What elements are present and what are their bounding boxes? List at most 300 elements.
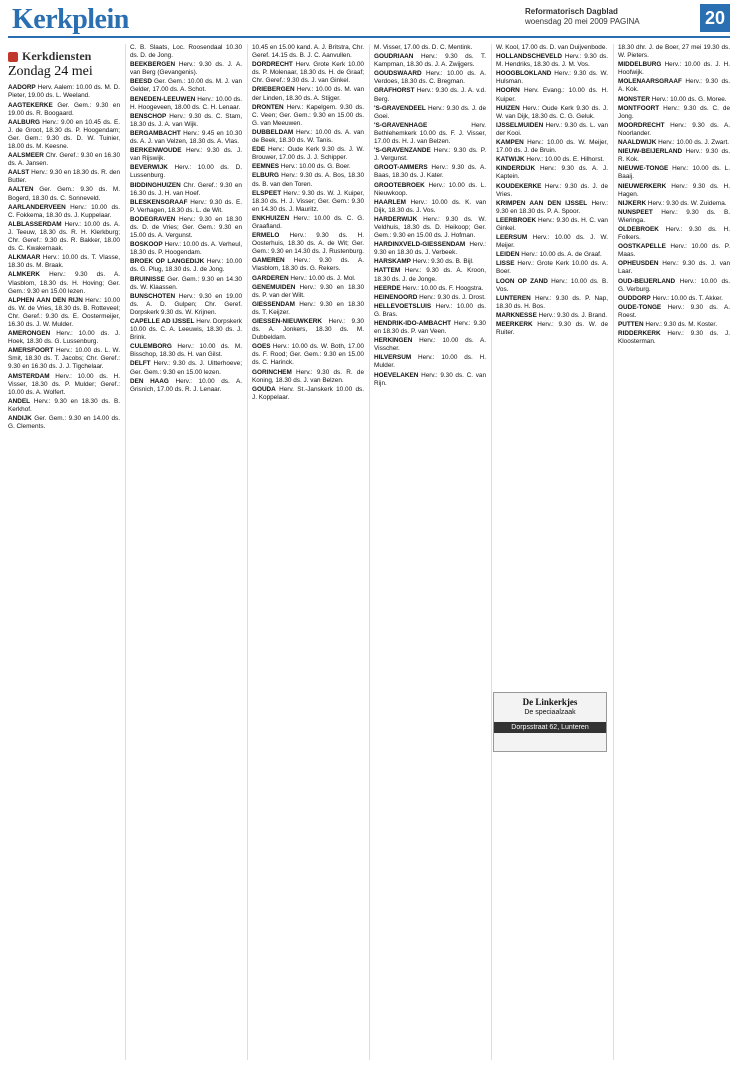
place-name: BERKENWOUDE	[130, 147, 182, 155]
service-times: Herv.: 9.30 en 18.30 ds. T. Keijzer.	[252, 300, 364, 316]
service-listing	[252, 163, 364, 171]
service-listing	[130, 360, 242, 376]
service-times: Herv.: 9.30 ds. J. Kloosterman.	[618, 330, 730, 346]
service-times: Herv.: 10.00 ds. A. Grisnich, 17.00 ds. R. J. Lenaar.	[130, 377, 242, 393]
service-listing	[252, 318, 364, 342]
service-listing	[8, 415, 120, 431]
place-name: HOEVELAKEN	[374, 371, 419, 379]
section-heading	[8, 49, 120, 63]
place-name: AAGTEKERKE	[8, 101, 53, 109]
service-listing	[374, 182, 486, 198]
service-times: Herv.: 9.30 ds. P. J. Vergunst.	[374, 147, 486, 163]
service-times: Herv.: 10.00 ds. W. Both, 17.00 ds. F. Rood; Ger. Gem.: 9.30 en 15.00 ds. C. Harinck.	[252, 343, 364, 367]
place-name: HOOGBLOKLAND	[496, 70, 552, 78]
service-listing	[252, 129, 364, 145]
newspaper-name: Reformatorisch Dagblad	[525, 7, 618, 16]
service-times: Herv.: 9.30 en 18.30 ds. R. den Butter.	[8, 169, 120, 185]
service-times: Herv. Dorpskerk 10.00 ds. C. A. Leeuwis, 18.30 ds. J. Brink.	[130, 318, 242, 342]
service-times: Herv.: 9.30 ds. C. van Rijn.	[374, 371, 486, 387]
place-name: NIEUWERKERK	[618, 182, 667, 190]
service-listing	[8, 297, 120, 329]
service-times: Herv.: Oude Kerk 9.30 ds. J. W. van Dijk, 18.30 ds. C. G. Geluk.	[496, 104, 608, 120]
service-times: Herv.: 9.30 ds. M. Koster.	[645, 321, 717, 328]
service-listing	[496, 312, 608, 320]
service-times: Herv.: 9.30 ds. L. van der Kooi.	[496, 121, 608, 137]
service-times: Herv.: 9.30 ds. A. Vlasblom, 18.30 ds. H. Hoving; Ger. Gem.: 9.30 en 15.00 lezen.	[8, 271, 120, 295]
service-listing	[496, 200, 608, 216]
service-times: Ger. Gem.: 9.30 en 14.00 ds. G. Clements.	[8, 415, 120, 431]
service-listing	[496, 53, 608, 69]
service-listing	[374, 337, 486, 353]
place-name: AMERSFOORT	[8, 347, 54, 355]
place-name: DEN HAAG	[130, 377, 169, 385]
service-listing	[496, 321, 608, 337]
place-name: LISSE	[496, 260, 515, 268]
service-times: Herv.: 10.00 ds. T. Akker.	[652, 294, 723, 302]
service-times: Herv.: 10.00 ds. G. Bras.	[374, 302, 486, 318]
place-name: AMSTERDAM	[8, 372, 50, 380]
place-name: IJSSELMUIDEN	[496, 121, 544, 129]
service-listing	[252, 257, 364, 273]
service-listing	[8, 398, 120, 414]
section-date: Zondag 24 mei	[8, 64, 93, 80]
service-times: Herv.: 10.00 ds. G. Verburg.	[618, 277, 730, 293]
service-listing	[130, 293, 242, 317]
place-name: BODEGRAVEN	[130, 215, 176, 223]
place-name: GROOT-AMMERS	[374, 164, 428, 172]
place-name: AARLANDERVEEN	[8, 203, 66, 211]
service-listing	[374, 122, 486, 146]
service-times: Herv.: Grote Kerk 10.00 ds. A. Boer.	[496, 260, 608, 276]
service-listing	[374, 87, 486, 103]
place-name: AALTEN	[8, 186, 34, 194]
service-times: Herv.: 9.30 ds. W. Zuidema.	[647, 199, 727, 207]
service-times: Herv.: 9.30 ds. R. de Koning, 18.30 ds. J. van Belzen.	[252, 368, 364, 384]
service-listing	[8, 221, 120, 253]
place-name: BEVERWIJK	[130, 164, 168, 172]
service-times: Herv.: 9.30 ds. A. Kok.	[618, 78, 730, 94]
service-listing	[618, 200, 730, 208]
service-times: Ger. Gem.: 9.30 en 19.00 ds. R. Boogaard.	[8, 101, 120, 117]
place-name: GARDEREN	[252, 274, 289, 282]
service-listing	[8, 119, 120, 151]
listings-area	[8, 44, 730, 1060]
service-times: Herv.: 9.30 ds. J. van Laar.	[618, 260, 730, 276]
service-times: Herv.: 10.00 ds. A. J. Teeuw, 18.30 ds. R. H. Klerkburg; Chr. Geref.: 9.30 ds. R. Bakker, 18.00 ds. C. Kwakernaak.	[8, 220, 120, 253]
service-times: Herv. Evang.: 10.00 ds. H. Kuiper.	[496, 87, 608, 103]
service-listing	[252, 215, 364, 231]
service-listing	[374, 241, 486, 257]
service-times: Herv.: 9.30 ds. B. Wieringa.	[618, 208, 730, 224]
service-times: 10.45 en 15.00 kand. A. J. Britstra, Chr. Geref. 14.15 ds. B. J. C. Aanvullen.	[252, 44, 364, 60]
service-listing	[374, 199, 486, 215]
service-listing	[130, 164, 242, 180]
place-name: HAARLEM	[374, 198, 406, 206]
column-divider	[125, 44, 126, 1060]
place-name: ELSPEET	[252, 189, 282, 197]
place-name: OUD-BEIJERLAND	[618, 277, 676, 285]
place-name: MONSTER	[618, 95, 650, 103]
place-name: GOUDA	[252, 385, 276, 393]
service-listing	[130, 130, 242, 146]
listing-column-3	[252, 44, 364, 1060]
service-times: Herv.: Kapelgem. 9.30 ds. C. Veen; Ger. Gem.: 9.30 en 15.00 ds. G. van Meeuwen.	[252, 103, 364, 127]
service-times: Herv.: 10.00 ds. A. Visscher.	[374, 337, 486, 353]
place-name: GOES	[252, 343, 271, 351]
service-listing	[130, 199, 242, 215]
service-listing	[496, 217, 608, 233]
service-listing	[8, 102, 120, 118]
service-listing	[618, 96, 730, 104]
service-listing	[496, 156, 608, 164]
listing-column-2	[130, 44, 242, 1060]
service-listing	[374, 70, 486, 86]
service-times: Herv.: 9.30 ds. J. Uitterhoeve; Ger. Gem.: 9.30 en 15.00 lezen.	[130, 360, 242, 376]
place-name: MONTFOORT	[618, 104, 660, 112]
service-times: Herv.: 10.00 ds. M. Bisschop, 18.30 ds. H. van Gilst.	[130, 343, 242, 359]
service-times: Chr. Geref.: 9.30 en 16.30 ds. J. H. van Hoef.	[130, 181, 242, 197]
service-times: Herv.: 9.30 ds. T. Kampman, 18.30 ds. J. A. Zwijgers.	[374, 53, 486, 69]
place-name: GAMEREN	[252, 257, 285, 265]
service-times: Herv.: 10.00 ds. D. Lussenburg.	[130, 164, 242, 180]
service-times: Herv.: 9.30 ds. A. Kroon, 18.30 ds. J. de Jonge.	[374, 267, 486, 283]
service-times: Herv.: 9.30 ds. M. Hendriks, 18.30 ds. J. M. Vos.	[496, 53, 608, 69]
place-name: MARKNESSE	[496, 311, 537, 319]
service-listing	[130, 276, 242, 292]
place-name: OUDE-TONGE	[618, 303, 662, 311]
service-listing	[130, 44, 242, 60]
service-times: Herv.: 9.30 ds. C. de Jong.	[618, 104, 730, 120]
service-times: Herv.: 10.00 ds. J. Zwart.	[658, 139, 730, 147]
place-name: GRAFHORST	[374, 87, 415, 95]
place-name: GIESSENDAM	[252, 300, 295, 308]
service-times: Herv.: 10.00 ds. C. Fokkema, 18.30 ds. J. Kuppelaar.	[8, 203, 120, 219]
service-times: Herv. Grote Kerk 10.00 ds. P. Molenaar, 18.30 ds. H. de Graaf; Chr. Geref.: 9.30 ds. J. van Ginkel.	[252, 61, 364, 85]
service-times: Herv.: 9.30 ds. B. Bijl.	[412, 258, 474, 266]
service-times: Herv.: 9.30 ds. P. Nap, 18.30 ds. H. Bos.	[496, 294, 608, 310]
ad-address: Dorpsstraat 62, Lunteren	[494, 722, 606, 733]
service-times: Herv.: 10.00 ds. M. van der Linden, 18.30 ds. A. Stijger.	[252, 86, 364, 102]
place-name: GIESSEN-NIEUWKERK	[252, 318, 322, 325]
service-times: Herv.: 9.30 ds. C. Stam, 18.30 ds. J. A. van Wijk.	[130, 112, 242, 128]
service-listing	[618, 122, 730, 138]
place-name: MOLENAARSGRAAF	[618, 78, 682, 86]
place-name: ALBLASSERDAM	[8, 220, 62, 228]
service-listing	[618, 148, 730, 164]
place-name: OUDDORP	[618, 294, 651, 302]
service-times: Herv.: 9.30 ds. J. A. v.d. Berg.	[374, 87, 486, 103]
place-name: HEERDE	[374, 284, 401, 292]
service-listing	[374, 44, 486, 52]
service-listing	[496, 70, 608, 86]
place-name: ALMKERK	[8, 271, 40, 279]
place-name: LUNTEREN	[496, 294, 531, 302]
service-listing	[496, 139, 608, 155]
place-name: LEERSUM	[496, 234, 528, 242]
service-listing	[618, 321, 730, 329]
service-times: Herv.: 10.00 ds. L. W. Smit, 18.30 ds. T. Jacobs; Chr. Geref.: 9.30 en 16.30 ds. J. J. Tigchelaar.	[8, 347, 120, 371]
place-name: BIDDINGHUIZEN	[130, 181, 181, 189]
place-name: LEIDEN	[496, 251, 520, 259]
place-name: BUNSCHOTEN	[130, 292, 176, 300]
service-times: Ger. Gem.: 10.00 ds. M. J. van Gelder, 17.00 ds. A. Schot.	[130, 78, 242, 94]
service-listing	[618, 44, 730, 60]
service-listing	[8, 330, 120, 346]
place-name: HARDERWIJK	[374, 215, 418, 223]
service-times: Herv.: 10.00 ds. P. Maas.	[618, 243, 730, 259]
place-name: BEEKBERGEN	[130, 61, 176, 69]
service-times: Herv.: 9.45 en 10.30 ds. A. J. van Velzen, 18.30 ds. A. Vlas.	[130, 129, 242, 146]
service-times: Herv.: 10.00 ds. L. Nieuwkoop.	[374, 181, 486, 197]
place-name: BOSKOOP	[130, 241, 163, 249]
service-times: Herv.: 9.30 ds. H. C. van Ginkel.	[496, 216, 608, 232]
place-name: ELBURG	[252, 172, 279, 180]
place-name: NIEUW-BEIJERLAND	[618, 148, 683, 156]
service-times: Herv.: 10.00 ds. G. Boer.	[280, 163, 351, 171]
service-times: Ger. Gem.: 9.30 en 14.30 ds. W. Klaassen.	[130, 275, 242, 291]
service-times: Herv.: 9.30 ds. H. Oosterhuis, 18.30 ds. A. de Wit; Ger. Gem.: 9.30 en 14.30 ds. J. Rustenburg.	[252, 232, 364, 256]
service-listing	[252, 301, 364, 317]
service-listing	[496, 122, 608, 138]
service-listing	[618, 209, 730, 225]
service-listing	[252, 190, 364, 214]
place-name: HELLEVOETSLUIS	[374, 302, 432, 310]
service-listing	[374, 258, 486, 266]
column-divider	[247, 44, 248, 1060]
service-listing	[130, 61, 242, 77]
service-times: Herv.: 9.30 ds. H. Hagen.	[618, 182, 730, 198]
service-listing	[8, 169, 120, 185]
service-times: Herv.: 9.30 ds. A. J. Kaptein.	[496, 165, 608, 181]
service-listing	[374, 354, 486, 370]
place-name: ERMELO	[252, 232, 280, 240]
service-times: Herv.: 9.30 en 18.30 ds. P. van der Wilt.	[252, 283, 364, 299]
service-times: Herv.: 10.00 ds. H. Mulder.	[374, 354, 486, 370]
place-name: ALKMAAR	[8, 254, 41, 262]
service-times: Herv.: 9.30 ds. A. Jonkers, 18.30 ds. M. Dubbeldam.	[252, 318, 364, 342]
service-listing	[130, 96, 242, 112]
place-name: AALBURG	[8, 118, 40, 126]
place-name: GORINCHEM	[252, 368, 292, 376]
column-divider	[613, 44, 614, 1060]
place-name: CAPELLE AD IJSSEL	[130, 318, 195, 325]
listing-column-1	[8, 44, 120, 1060]
column-divider	[491, 44, 492, 1060]
place-name: 'S-GRAVENZANDE	[374, 147, 431, 155]
service-times: Herv.: 10.00 ds. A. Verheul, 18.30 ds. P. Hoogendam.	[130, 241, 242, 257]
page-number: 20	[700, 4, 730, 32]
service-times: Herv.: 10.00 ds. W. de Vries, 18.30 ds. B. Rotteveel; Chr. Geref.: 9.30 ds. E. Oostermeijer, 16.30 ds. J. W. Mulder.	[8, 296, 120, 328]
service-listing	[374, 164, 486, 180]
service-listing	[252, 104, 364, 128]
service-times: Herv.: 10.00 ds. F. Hoogstra.	[402, 284, 484, 292]
place-name: KATWIJK	[496, 156, 525, 164]
service-listing	[8, 347, 120, 371]
header-rule	[8, 36, 730, 38]
service-listing	[496, 278, 608, 294]
service-times: Herv.: 9.30 en 18.30 ds. J. Verbeek.	[374, 241, 486, 257]
place-name: NUNSPEET	[618, 208, 653, 216]
place-name: RIDDERKERK	[618, 330, 661, 338]
advertisement	[493, 692, 607, 752]
service-times: C. B. Slaats, Loc. Roosendaal 10.30 ds. D. de Jong.	[130, 44, 242, 60]
service-times: Herv.: 10.00 ds. C. G. Graafland.	[252, 214, 364, 230]
column-divider	[369, 44, 370, 1060]
place-name: BEESD	[130, 78, 153, 86]
service-times: Herv.: 10.00 ds. A. van de Beek, 18.30 ds. W. Tanis.	[252, 128, 364, 145]
service-times: Herv.: 10.00 ds. A. Verdoes, 18.30 ds. C. Bregman.	[374, 70, 486, 86]
service-times: Herv.: 10.00 ds. E. Hilhorst.	[526, 156, 605, 164]
service-times: Herv.: 9.30 ds. A. Roest.	[618, 303, 730, 319]
service-times: Herv.: Oude Kerk 9.30 ds. J. W. Brouwer, 17.00 ds. J. J. Schipper.	[252, 146, 364, 162]
service-times: Herv.: 10.00 ds. H. Visser, 18.30 ds. P. Mulder; Geref.: 10.00 ds. A. Wolfert.	[8, 372, 120, 396]
service-times: Herv.: 9.00 en 10.45 ds. E. J. de Groot, 18.30 ds. P. Hoogendam; Ger. Gem.: 9.30 ds. D. W. Tuinier, 18.00 ds. M. Keesne.	[8, 118, 120, 150]
place-name: BLESKENSGRAAF	[130, 198, 188, 206]
service-listing	[496, 260, 608, 276]
service-listing	[618, 165, 730, 181]
service-listing	[252, 275, 364, 283]
place-name: NIEUWE-TONGE	[618, 165, 669, 173]
place-name: HATTEM	[374, 267, 401, 275]
service-times: Herv.: 9.30 ds. W. Hulsman.	[496, 70, 608, 86]
service-times: Herv.: 9.30 ds. E. P. Verhagen, 18.30 ds. L. de Wit.	[130, 198, 242, 214]
place-name: 'S-GRAVENHAGE	[374, 121, 428, 129]
service-listing	[252, 284, 364, 300]
place-name: ENKHUIZEN	[252, 214, 290, 222]
service-listing	[374, 294, 486, 302]
service-listing	[374, 53, 486, 69]
service-times: Herv.: 9.30 ds. H. Folkers.	[618, 225, 730, 242]
place-name: GROOTEBROEK	[374, 181, 425, 189]
service-listing	[618, 295, 730, 303]
place-name: GOUDSWAARD	[374, 70, 422, 78]
service-times: Herv.: 9.30 ds. A. Vlasblom, 18.30 ds. G. Rekers.	[252, 257, 364, 273]
service-listing	[496, 44, 608, 52]
service-times: Herv.: 9.30 en 18.30 ds. D. de Vries; Ger. Gem.: 9.30 en 15.00 ds. A. Vergunst.	[130, 215, 242, 240]
place-name: DRIEBERGEN	[252, 86, 295, 94]
service-times: Herv.: 9.30 ds. A. Noorlander.	[618, 121, 730, 137]
place-name: ANDEL	[8, 397, 31, 405]
service-listing	[252, 343, 364, 367]
service-listing	[374, 372, 486, 388]
service-times: Herv.: 9.30 ds. W. Veldhuis, 18.30 ds. D. Heikoop; Ger. Gem.: 9.30 en 15.00 ds. J. Hofman.	[374, 215, 486, 240]
service-times: Herv.: 9.30 en 18.30 ds. B. Kerkhof.	[8, 397, 120, 413]
service-times: Herv.: 9.30 ds. J. de Vries.	[496, 182, 608, 198]
service-listing	[374, 320, 486, 336]
place-name: HARSKAMP	[374, 258, 411, 266]
service-times: Herv.: 9.30 ds. A. Baas, 18.30 ds. J. Kater.	[374, 164, 486, 180]
place-name: AALST	[8, 169, 30, 177]
service-listing	[252, 232, 364, 256]
service-listing	[130, 113, 242, 129]
service-listing	[374, 216, 486, 240]
service-listing	[618, 226, 730, 242]
service-listing	[130, 258, 242, 274]
service-times: W. Kool, 17.00 ds. D. van Duijvenbode.	[496, 44, 608, 51]
place-name: KRIMPEN AAN DEN IJSSEL	[496, 199, 588, 207]
place-name: DUBBELDAM	[252, 128, 294, 136]
service-listing	[130, 343, 242, 359]
service-times: Herv.: 10.00 ds. J. Mol.	[290, 274, 356, 282]
church-icon	[8, 52, 18, 62]
place-name: OLDEBROEK	[618, 225, 659, 233]
service-listing	[618, 61, 730, 77]
place-name: HILVERSUM	[374, 354, 412, 362]
service-times: Herv.: 10.00 ds. J. W. Meijer.	[496, 234, 608, 250]
place-name: AALSMEER	[8, 152, 44, 160]
place-name: HUIZEN	[496, 104, 520, 112]
service-times: Herv.: 9.30 en 18.30 ds. P. A. Spoor.	[496, 199, 608, 215]
service-listing	[8, 254, 120, 270]
service-times: Herv.: 9.30 ds. A. Bos, 18.30 ds. B. van den Toren.	[252, 172, 364, 188]
service-listing	[252, 386, 364, 402]
service-times: Herv. Bethlehemkerk 10.00 ds. F. J. Visser, 17.00 ds. H. J. van Belzen.	[374, 121, 486, 146]
service-listing	[252, 86, 364, 102]
service-listing	[8, 186, 120, 202]
service-times: Herv.: 10.00 ds. G. Moree.	[651, 95, 727, 103]
service-listing	[618, 78, 730, 94]
service-listing	[496, 183, 608, 199]
service-times: Herv.: 10.00 ds. L. Baaij.	[618, 165, 730, 181]
service-times: Herv.: 10.00 ds. A. de Graaf.	[521, 251, 602, 259]
place-name: HOLLANDSCHEVELD	[496, 53, 563, 61]
service-times: Herv.: 9.30 ds. J. de Goei.	[374, 104, 486, 120]
place-name: DELFT	[130, 360, 151, 368]
place-name: BENSCHOP	[130, 112, 167, 120]
service-times: Herv.: 10.00 ds. J. H. Hoofwijk.	[618, 61, 730, 77]
place-name: HEINENOORD	[374, 293, 418, 301]
place-name: KOUDEKERKE	[496, 182, 542, 190]
service-listing	[496, 87, 608, 103]
service-listing	[618, 330, 730, 346]
service-listing	[130, 318, 242, 342]
page-title: Kerkplein	[12, 4, 129, 35]
place-name: BENEDEN-LEEUWEN	[130, 95, 196, 103]
place-name: AADORP	[8, 84, 36, 92]
place-name: MIDDELBURG	[618, 61, 662, 69]
service-listing	[374, 285, 486, 293]
place-name: HARDINXVELD-GIESSENDAM	[374, 241, 466, 249]
service-listing	[130, 241, 242, 257]
service-listing	[130, 78, 242, 94]
service-listing	[618, 278, 730, 294]
service-times: Ger. Gem.: 9.30 ds. M. Bogerd, 18.30 ds. C. Sonneveld.	[8, 186, 120, 202]
service-times: Herv.: 10.00 ds. J. Hoek, 18.30 ds. G. Lussenburg.	[8, 330, 120, 346]
service-listing	[374, 105, 486, 121]
service-listing	[130, 216, 242, 240]
place-name: ALPHEN AAN DEN RIJN	[8, 296, 83, 304]
service-listing	[496, 165, 608, 181]
service-times: Herv.: 9.30 ds. J. A. van Berg (Gevangenis).	[130, 61, 242, 77]
service-times: Chr. Geref.: 9.30 en 16.30 ds. A. Jansen.	[8, 152, 120, 168]
place-name: BROEK OP LANGEDIJK	[130, 258, 205, 266]
page-header	[0, 0, 738, 34]
service-listing	[252, 44, 364, 60]
place-name: OPHEUSDEN	[618, 260, 659, 268]
service-listing	[252, 146, 364, 162]
place-name: KINDERDIJK	[496, 165, 536, 173]
service-listing	[374, 267, 486, 283]
service-times: Herv.: 9.30 en 18.30 ds. P. van Veen.	[374, 320, 486, 336]
listing-column-4	[374, 44, 486, 1060]
place-name: EEMNES	[252, 163, 279, 171]
service-listing	[618, 139, 730, 147]
service-listing	[252, 172, 364, 188]
place-name: MEERKERK	[496, 321, 533, 328]
service-listing	[374, 303, 486, 319]
place-name: LOON OP ZAND	[496, 277, 548, 285]
place-name: DRONTEN	[252, 103, 284, 111]
